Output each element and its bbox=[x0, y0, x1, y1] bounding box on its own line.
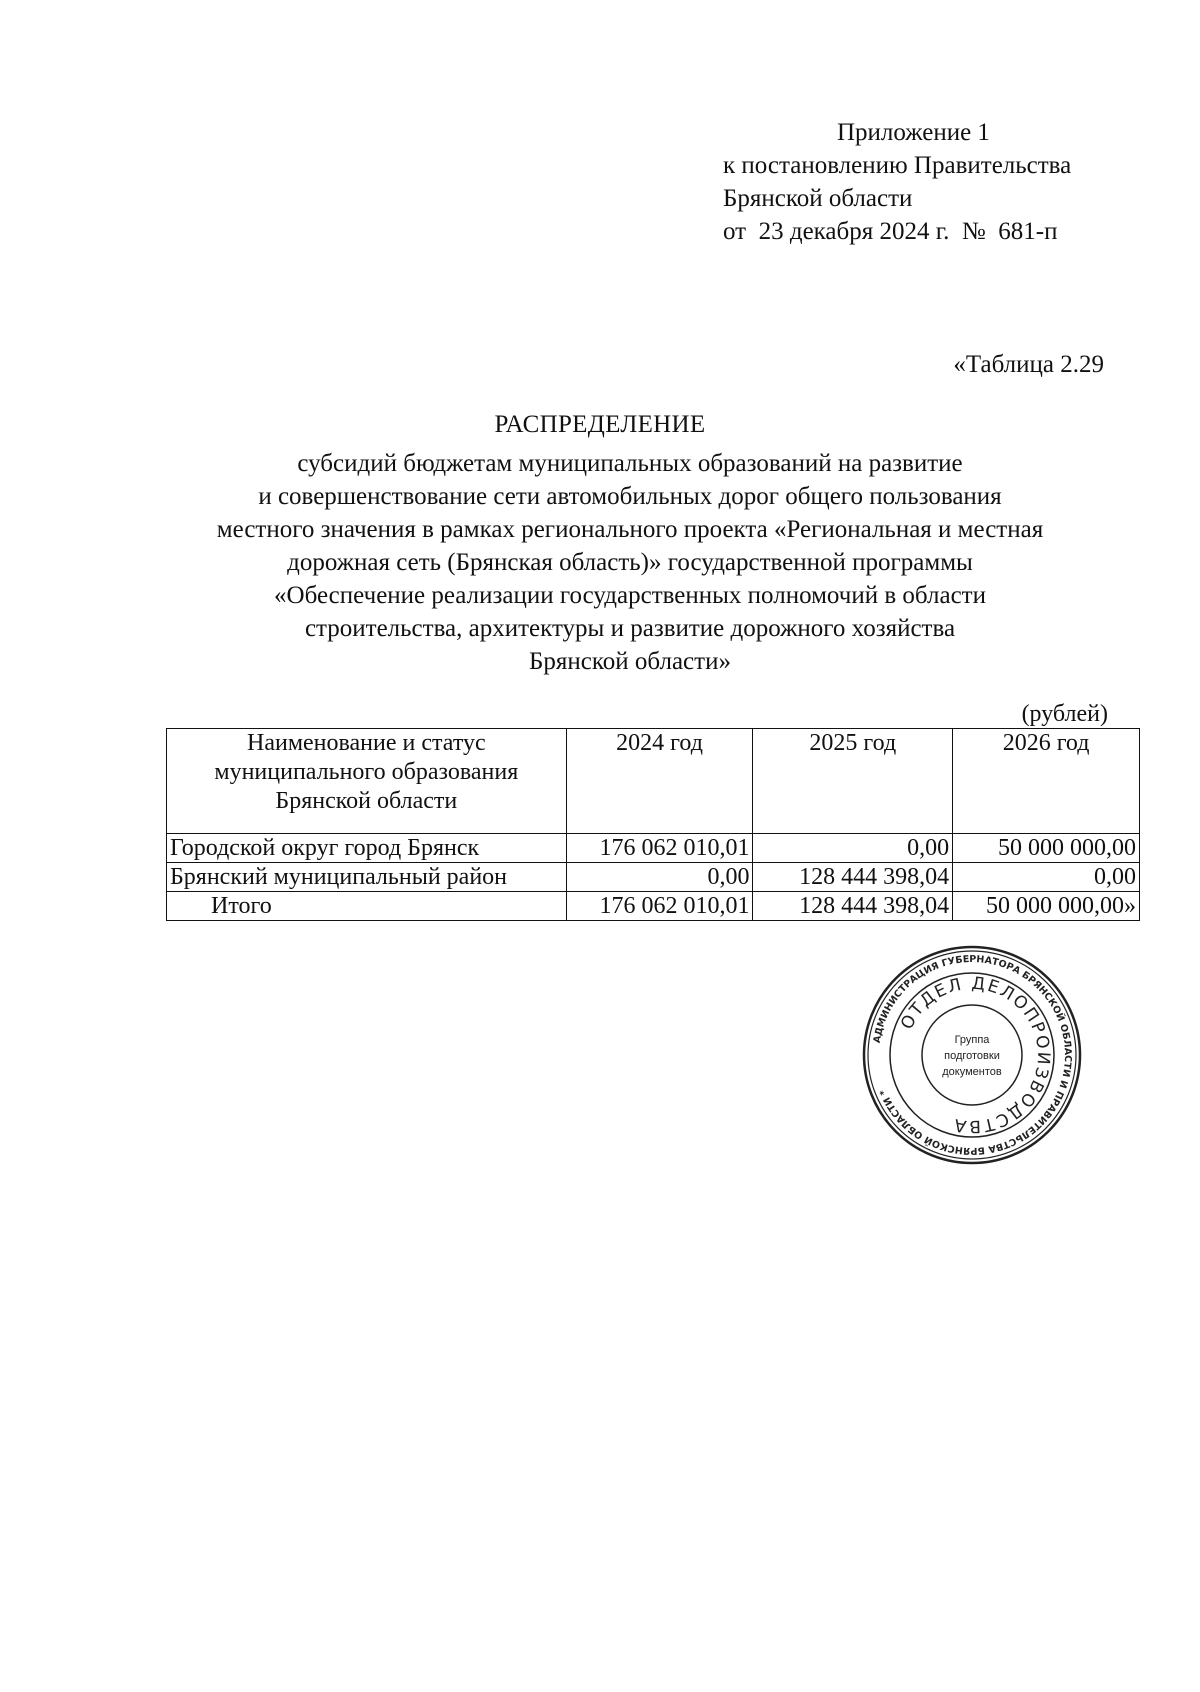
subtitle-line: «Обеспечение реализации государственных полномочий в области bbox=[274, 582, 986, 609]
row-2024-cell: 176 062 010,01 bbox=[566, 834, 753, 863]
subsidy-distribution-table bbox=[166, 728, 1140, 921]
appendix-line-4: от 23 декабря 2024 г. № 681-п bbox=[723, 218, 1058, 245]
subtitle-line: местного значения в рамках регионального проекта «Региональная и местная bbox=[216, 516, 1044, 543]
seal-center-line: Группа bbox=[954, 1034, 990, 1046]
header-name-line: Брянской области bbox=[275, 788, 458, 814]
appendix-line-1: Приложение 1 bbox=[837, 119, 990, 146]
total-2025-cell: 128 444 398,04 bbox=[753, 892, 953, 921]
header-cell-2026: 2026 год bbox=[953, 729, 1140, 834]
official-seal bbox=[862, 945, 1082, 1165]
subtitle-line: субсидий бюджетам муниципальных образований на развитие bbox=[297, 450, 963, 477]
appendix-header bbox=[723, 116, 1071, 248]
seal-center-line: подготовки bbox=[944, 1050, 1000, 1062]
header-cell-2025: 2025 год bbox=[753, 729, 953, 834]
subtitle-line: дорожная сеть (Брянская область)» государственной программы bbox=[287, 549, 973, 576]
units-label: (рублей) bbox=[1021, 701, 1108, 727]
seal-inner-text-path: ОТДЕЛ ДЕЛОПРОИЗВОДСТВА bbox=[897, 973, 1054, 1137]
row-name-cell: Брянский муниципальный район bbox=[167, 863, 567, 892]
header-name-line: Наименование и статус bbox=[246, 730, 486, 756]
seal-outer-text-path: АДМИНИСТРАЦИЯ ГУБЕРНАТОРА БРЯНСКОЙ ОБЛАСТИ И ПРАВИТЕЛЬСТВА БРЯНСКОЙ ОБЛАСТИ * bbox=[871, 953, 1074, 1157]
document-title: РАСПРЕДЕЛЕНИЕ bbox=[494, 411, 706, 438]
subtitle-line: и совершенствование сети автомобильных дорог общего пользования bbox=[258, 483, 1002, 510]
header-cell-name bbox=[167, 729, 567, 834]
document-subtitle bbox=[130, 447, 1130, 678]
table-row bbox=[167, 834, 1140, 863]
row-2024-cell: 0,00 bbox=[566, 863, 753, 892]
table-number-label: «Таблица 2.29 bbox=[953, 351, 1104, 378]
table-header-row bbox=[167, 729, 1140, 834]
seal-center-line: документов bbox=[942, 1066, 1002, 1078]
table-total-row bbox=[167, 892, 1140, 921]
total-2026-cell: 50 000 000,00» bbox=[953, 892, 1140, 921]
row-2025-cell: 128 444 398,04 bbox=[753, 863, 953, 892]
total-2024-cell: 176 062 010,01 bbox=[566, 892, 753, 921]
header-cell-2024: 2024 год bbox=[566, 729, 753, 834]
header-name-line: муниципального образования bbox=[214, 759, 519, 785]
subtitle-line: строительства, архитектуры и развитие дорожного хозяйства bbox=[304, 615, 956, 642]
subtitle-line: Брянской области» bbox=[529, 648, 731, 675]
appendix-line-3: Брянской области bbox=[723, 185, 913, 212]
row-name-cell: Городской округ город Брянск bbox=[167, 834, 567, 863]
row-2026-cell: 0,00 bbox=[953, 863, 1140, 892]
appendix-line-2: к постановлению Правительства bbox=[723, 152, 1072, 179]
table-row bbox=[167, 863, 1140, 892]
row-2026-cell: 50 000 000,00 bbox=[953, 834, 1140, 863]
row-2025-cell: 0,00 bbox=[753, 834, 953, 863]
total-label-cell: Итого bbox=[167, 892, 567, 921]
